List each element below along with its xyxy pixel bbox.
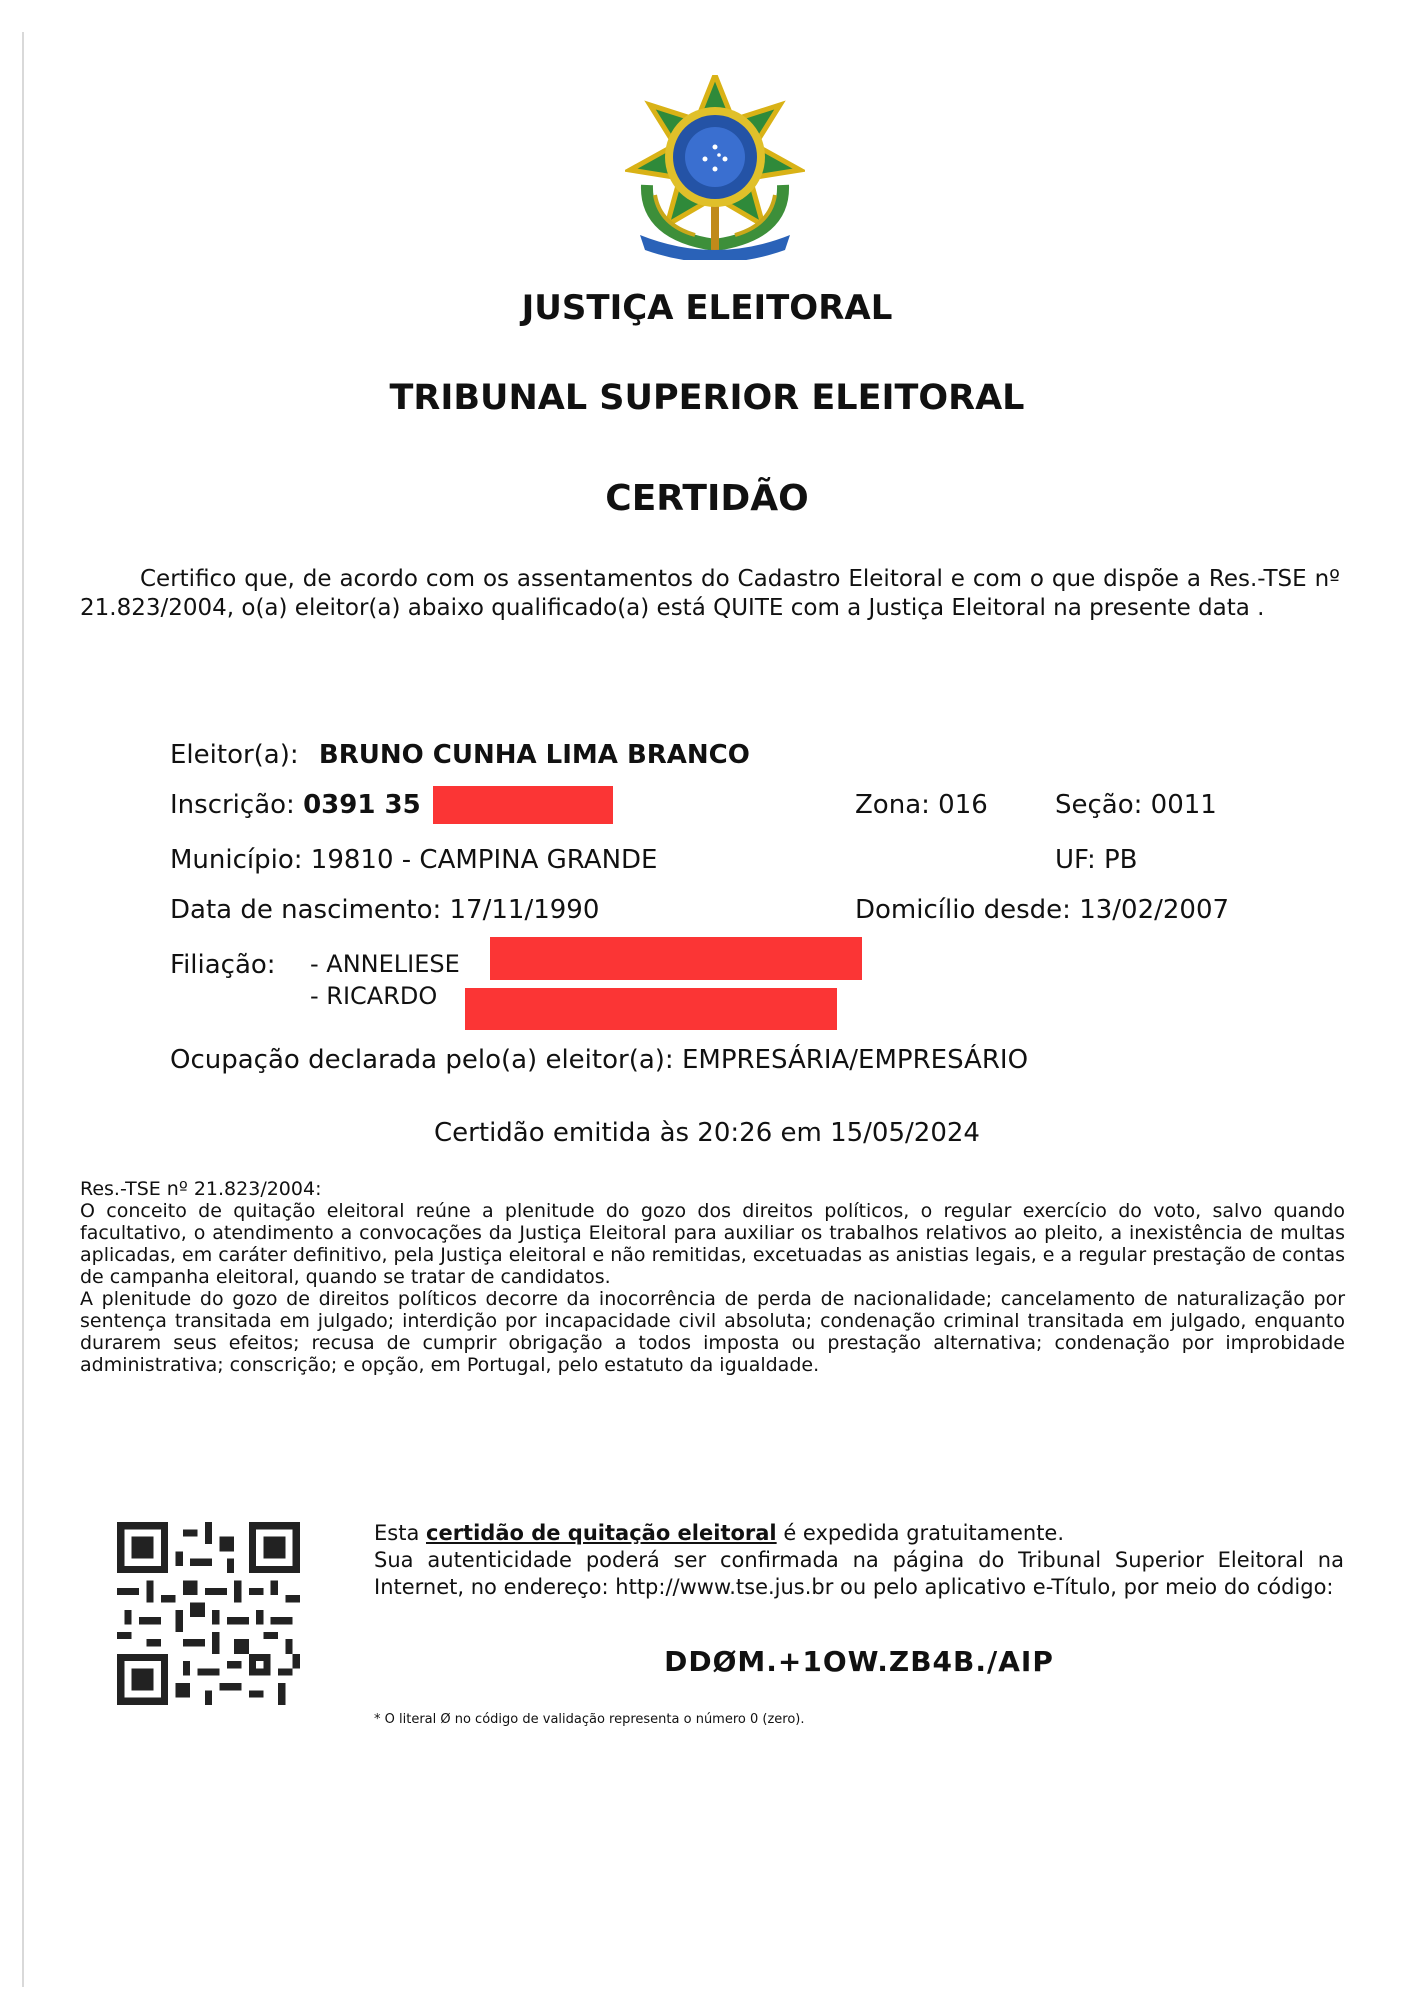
- zona-field: [855, 790, 988, 820]
- footer-pre: Esta: [374, 1521, 420, 1545]
- header-line-2: TRIBUNAL SUPERIOR ELEITORAL: [389, 378, 1025, 418]
- brazil-coat-of-arms-icon: [625, 75, 805, 260]
- legal-reference: Res.-TSE nº 21.823/2004:: [80, 1178, 322, 1200]
- authenticity-text: Sua autenticidade poderá ser confirmada na página do Tribunal Superior Eleitoral na Internet, no endereço: http://www.tse.jus.br ou pelo aplicativo e-Título, por meio do código:: [374, 1548, 1344, 1599]
- legal-paragraph-1: O conceito de quitação eleitoral reúne a plenitude do gozo dos direitos políticos, o regular exercício do voto, salvo quando facultativo, o atendimento a convocações da Justiça Eleitoral para auxiliar os trabalhos relativos ao pleito, a inexistência de multas aplicadas, em caráter definitivo, pela Justiça eleitoral e não remitidas, excetuadas as anistias legais, e a regular prestação de contas de campanha eleitoral, quando se tratar de candidatos.: [80, 1200, 1345, 1288]
- legal-paragraph-2: A plenitude do gozo de direitos políticos decorre da inocorrência de perda de nacionalidade; cancelamento de naturalização por sentença transitada em julgado; interdição por incapacidade civil absoluta; condenação criminal transitada em julgado, enquanto durarem seus efeitos; recusa de cumprir obrigação a todos imposta ou prestação alternativa; condenação por improbidade administrativa; conscrição; e opção, em Portugal, pelo estatuto da igualdade.: [80, 1288, 1345, 1376]
- qr-code-icon: [117, 1522, 300, 1705]
- filiacao-parent-2: - RICARDO: [310, 982, 438, 1010]
- filiacao-label: Filiação:: [170, 950, 276, 980]
- nascimento-label: Data de nascimento:: [170, 895, 442, 925]
- certidao-link[interactable]: certidão de quitação eleitoral: [426, 1521, 777, 1545]
- nascimento-field: [170, 895, 599, 925]
- filiacao-parent-1: - ANNELIESE: [310, 950, 460, 978]
- zona-label: Zona:: [855, 790, 930, 820]
- legal-text: [80, 1178, 1345, 1376]
- uf-value: PB: [1104, 845, 1138, 875]
- validation-note: * O literal Ø no código de validação representa o número 0 (zero).: [374, 1712, 805, 1727]
- municipio-value: 19810 - CAMPINA GRANDE: [310, 845, 658, 875]
- voter-name-row: [170, 740, 750, 770]
- voter-name: BRUNO CUNHA LIMA BRANCO: [318, 740, 750, 770]
- inscricao-label: Inscrição:: [170, 790, 295, 820]
- municipio-field: [170, 845, 657, 875]
- domicilio-value: 13/02/2007: [1079, 895, 1230, 925]
- municipio-label: Município:: [170, 845, 303, 875]
- ocupacao-row: [170, 1045, 1028, 1075]
- header-line-1: JUSTIÇA ELEITORAL: [521, 288, 893, 328]
- validation-text: [374, 1520, 1344, 1601]
- document-title: CERTIDÃO: [605, 478, 809, 519]
- zona-value: 016: [938, 790, 988, 820]
- inscricao-value: 0391 35: [303, 790, 421, 820]
- redaction-filiacao-2: [465, 988, 837, 1030]
- ocupacao-label: Ocupação declarada pelo(a) eleitor(a):: [170, 1045, 674, 1075]
- uf-field: [1055, 845, 1138, 875]
- domicilio-field: [855, 895, 1229, 925]
- redaction-inscricao: [433, 786, 613, 824]
- intro-paragraph: Certifico que, de acordo com os assentamentos do Cadastro Eleitoral e com o que dispõe a Res.-TSE nº 21.823/2004, o(a) eleitor(a) abaixo qualificado(a) está QUITE com a Justiça Eleitoral na presente data .: [80, 566, 1340, 621]
- redaction-filiacao-1: [490, 937, 862, 980]
- ocupacao-value: EMPRESÁRIA/EMPRESÁRIO: [681, 1045, 1029, 1075]
- validation-code: DDØM.+1OW.ZB4B./AIP: [664, 1645, 1054, 1678]
- secao-value: 0011: [1150, 790, 1217, 820]
- uf-label: UF:: [1055, 845, 1096, 875]
- voter-name-label: Eleitor(a):: [170, 740, 299, 770]
- issued-timestamp: Certidão emitida às 20:26 em 15/05/2024: [434, 1118, 980, 1148]
- footer-post: é expedida gratuitamente.: [783, 1521, 1065, 1545]
- nascimento-value: 17/11/1990: [449, 895, 600, 925]
- domicilio-label: Domicílio desde:: [855, 895, 1071, 925]
- inscricao-row: [170, 790, 421, 820]
- secao-label: Seção:: [1055, 790, 1143, 820]
- secao-field: [1055, 790, 1217, 820]
